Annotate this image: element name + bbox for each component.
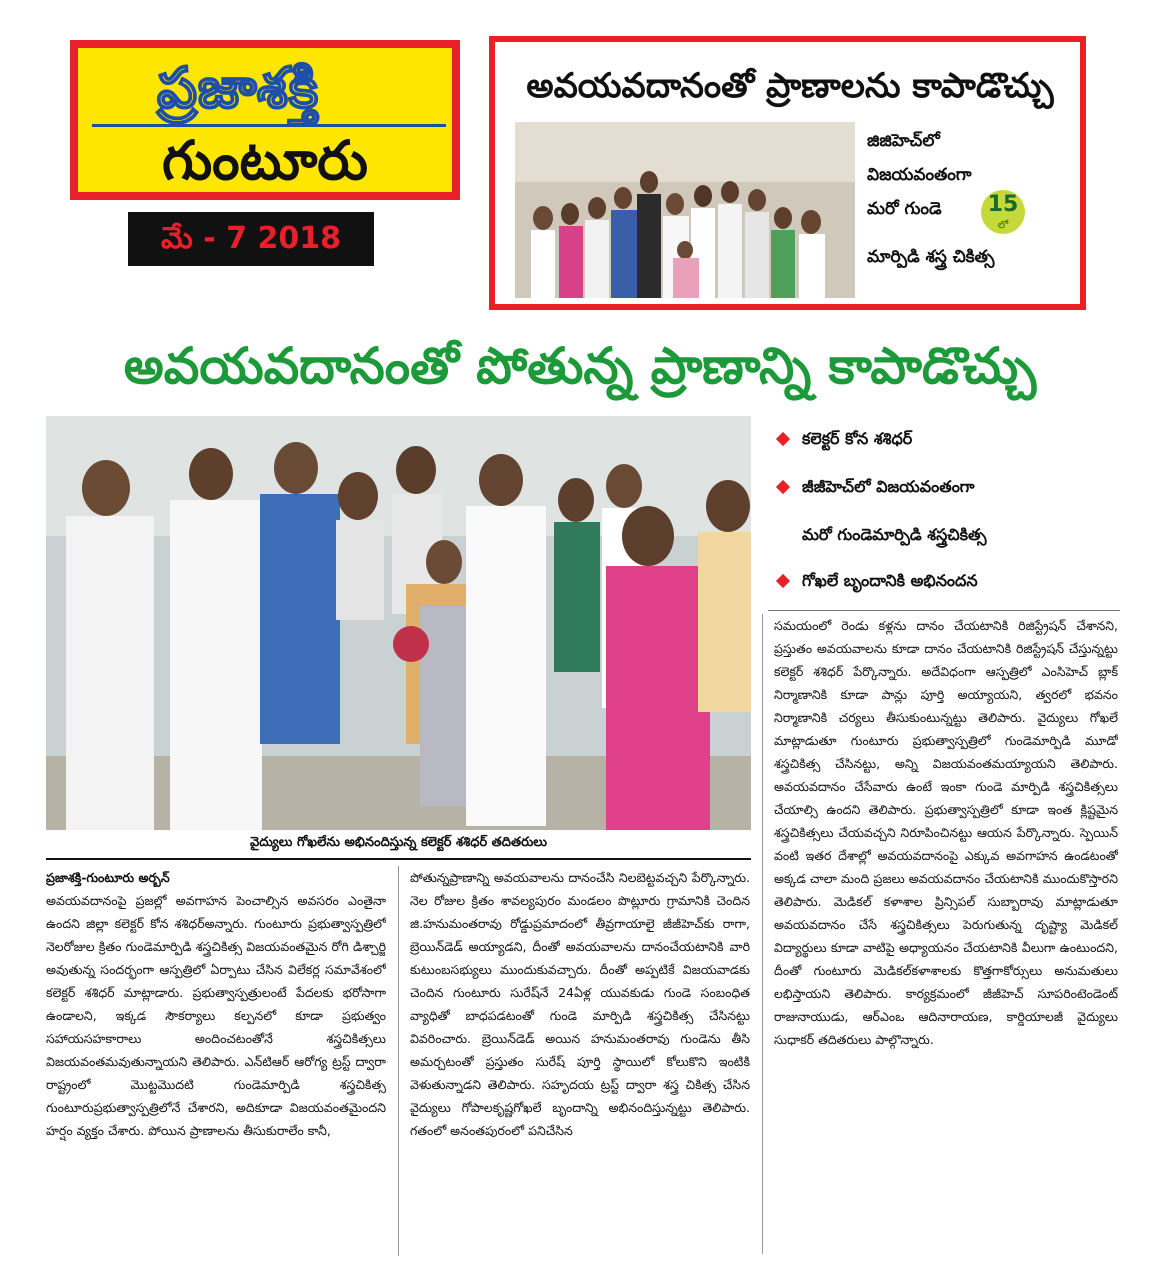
article-dateline: ప్రజాశక్తి-గుంటూరు అర్బన్‌ bbox=[46, 870, 170, 885]
article-top-rule bbox=[46, 858, 751, 860]
photo-caption: వైద్యులు గోఖలేను అభినందిస్తున్న కలెక్టర్‌ శశిధర్‌ తదితరులు bbox=[249, 835, 548, 850]
article-column-2 bbox=[410, 866, 750, 1266]
badge-number: 15 bbox=[987, 192, 1019, 217]
diamond-bullet-icon bbox=[776, 432, 790, 446]
promo-line-2: విజయవంతంగా bbox=[867, 165, 972, 185]
newspaper-name: ప్రజాశక్తి bbox=[157, 56, 319, 121]
highlight-item bbox=[770, 472, 1110, 502]
edition-name: గుంటూరు bbox=[161, 129, 368, 192]
column-divider bbox=[398, 866, 399, 1256]
promo-line-3: మరో గుండె bbox=[867, 199, 942, 219]
badge-suffix: లో bbox=[997, 220, 1009, 231]
main-headline: అవయవదానంతో పోతున్న ప్రాణాన్ని కాపాడొచ్చు bbox=[123, 337, 1037, 395]
promo-box bbox=[489, 36, 1086, 310]
publication-date: మే - 7 2018 bbox=[128, 212, 374, 266]
article-text: సమయంలో రెండు కళ్లను దానం చేయటానికి రిజిస్ట్రేషన్‌ చేశానని, ప్రస్తుతం అవయవాలను కూడా దానం చేయటానికి రిజిస్ట్రేషన్‌ చేస్తున్నట్టు కలెక్టర్‌ శశిధర్‌ పేర్కొన్నారు. అదేవిధంగా ఆస్పత్రిలో ఎంసిహెచ్‌ బ్లాక్‌ నిర్మాణానికి కూడా పాన్లు పూర్తి అయ్యాయని, త్వరలో భవనం నిర్మాణానికి చర్యలు తీసుకుంటున్నట్టు తెలిపారు. వైద్యులు గోఖలే మాట్లాడుతూ గుంటూరు ప్రభుత్వాస్పత్రిలో గుండెమార్పిడి మూడో శస్త్రచికిత్స చేసినట్టు, అన్ని విజయవంతమయ్యాయని తెలిపారు. అవయవదానం చేసేవారు ఉంటే ఇంకా గుండె మార్పిడి శస్త్రచికిత్సలు చేయాల్సి ఉందని తెలిపారు. ప్రభుత్వాస్పత్రిలో కూడా ఇంత క్లిష్టమైన శస్త్రచికిత్సలు చేయవచ్చని నిరూపించినట్టు ఆయన పేర్కొన్నారు. స్పెయిన్‌ వంటి ఇతర దేశాల్లో అవయవదానంపై ఎక్కువ అవగాహన ఉండటంతో అక్కడ చాలా మంది ప్రజలు అవయవదానం చేయటానికి ముందుకొస్తారని తెలిపారు. మెడికల్‌ కళాశాల ప్రిన్సిపల్‌ సుబ్బారావు మాట్లాడుతూ అవయవదానం చేసే శస్త్రచికిత్సలు పెరుగుతున్న దృష్ట్యా మెడికల్‌ విద్యార్థులు కూడా వాటిపై అధ్యాయనం చేయటానికి వీలుగా ఉంటుందని, దీంతో గుంటూరు మెడికల్‌కళాశాలకు కొత్తగాకోర్సులు అనుమతులు లభిస్తాయని తెలిపారు. కార్యక్రమంలో జీజీహెచ్‌ సూపరింటెండెంట్‌ రాజునాయుడు, ఆర్‌ఎంఒ ఆదినారాయణ, కార్డియాలజీ వైద్యులు సుధాకర్‌ తదితరులు పాల్గొన్నారు. bbox=[774, 618, 1118, 1047]
highlight-text: కలెక్టర్‌ కోన శశిధర్‌ bbox=[802, 429, 913, 448]
highlight-text: గోఖలే బృందానికి అభినందన bbox=[802, 571, 978, 590]
main-photo-image bbox=[46, 416, 751, 830]
highlight-text: మరో గుండెమార్పిడి శస్త్రచికిత్స bbox=[802, 525, 987, 544]
highlights-list bbox=[770, 424, 1120, 604]
main-photo bbox=[46, 416, 751, 830]
promo-line-1: జిజిహెచ్‌లో bbox=[867, 131, 940, 151]
days-badge bbox=[981, 190, 1025, 234]
diamond-bullet-icon bbox=[776, 480, 790, 494]
promo-photo-image bbox=[515, 122, 855, 298]
promo-photo bbox=[515, 122, 855, 298]
highlights-divider bbox=[768, 610, 1120, 611]
article-text: పోతున్నప్రాణాన్ని అవయవాలను దానంచేసి నిలబెట్టవచ్చని పేర్కొన్నారు. నెల రోజుల క్రితం శావల్యపురం మండలం పొట్లూరు గ్రామానికి చెందిన జి.హనుమంతరావు రోడ్డుప్రమాదంలో తీవ్రగాయాలై జీజీహెచ్‌కు రాగా, బ్రెయిన్‌డెడ్‌ అయ్యాడని, దీంతో అవయవాలను దానంచేయటానికి వారి కుటుంబసభ్యులు ముందుకువచ్చారు. దీంతో అప్పటికే విజయవాడకు చెందిన గుంటూరు సురేష్‌నే 24ఏళ్ల యువకుడు గుండె సంబంధిత వ్యాధితో బాధపడటంతో గుండె మార్పిడి శస్త్రచికిత్స చేసినట్టు వివరించారు. బ్రెయిన్‌డెడ్‌ అయిన హనుమంతరావు గుండెను తీసి అమర్చటంతో ప్రస్తుతం సురేష్‌ పూర్తి స్థాయిలో కోలుకొని ఇంటికి వెళుతున్నాడని తెలిపారు. సహృదయ ట్రస్ట్‌ ద్వారా శస్త్ర చికిత్స చేసిన వైద్యులు గోపాలకృష్ణగోఖలే బృందాన్ని అభినందిస్తున్నట్టు తెలిపారు. గతంలో అనంతపురంలో పనిచేసిన bbox=[410, 870, 750, 1138]
masthead-panel bbox=[78, 48, 452, 192]
masthead-logo bbox=[70, 40, 460, 200]
column-divider bbox=[762, 614, 763, 1254]
highlight-text: జీజీహెచ్‌లో విజయవంతంగా bbox=[802, 477, 975, 496]
article-text: అవయవదానంపై ప్రజల్లో అవగాహన పెంచాల్సిన అవసరం ఎంతైనా ఉందని జిల్లా కలెక్టర్‌ కోన శశిధర్‌అన్నారు. గుంటూరు ప్రభుత్వాస్పత్రిలో నెలరోజుల క్రితం గుండెమార్పిడి శస్త్రచికిత్స విజయవంతమైన రోగి డిశ్చార్జి అవుతున్న సందర్భంగా ఆస్పత్రిలో ఏర్పాటు చేసిన విలేకర్ల సమావేశంలో కలెక్టర్‌ శశిధర్‌ మాట్లాడారు. ప్రభుత్వాస్పత్రులంటే పేదలకు భరోసాగా ఉండాలని, ఇక్కడ సౌకర్యాలు కల్పనలో కూడా ప్రభుత్వం సహాయసహకారాలు అందించటంతోనే శస్త్రచికిత్సలు విజయవంతమవుతున్నాయని తెలిపారు. ఎన్‌టిఆర్‌ ఆరోగ్య ట్రస్ట్‌ ద్వారా రాష్ట్రంలో మొట్టమొదటి గుండెమార్పిడి శస్త్రచికిత్స గుంటూరుప్రభుత్వాస్పత్రిలోనే చేశారని, అదికూడా విజయవంతమైందని హర్షం వ్యక్తం చేశారు. పోయిన ప్రాణాలను తీసుకురాలేం కానీ, bbox=[46, 893, 386, 1138]
article-column-1 bbox=[46, 866, 386, 1266]
promo-kicker bbox=[867, 126, 1067, 306]
article-column-3 bbox=[774, 614, 1118, 1264]
highlight-item bbox=[770, 424, 1110, 454]
date-badge bbox=[128, 212, 374, 266]
promo-line-4: మార్పిడి శస్త్ర చికిత్స bbox=[867, 247, 995, 267]
highlight-item bbox=[770, 566, 1110, 596]
logo-rule bbox=[92, 124, 446, 127]
diamond-bullet-icon bbox=[776, 574, 790, 588]
highlight-item bbox=[770, 520, 1110, 550]
promo-title: అవయవదానంతో ప్రాణాలను కాపాడొచ్చు bbox=[526, 66, 1054, 106]
